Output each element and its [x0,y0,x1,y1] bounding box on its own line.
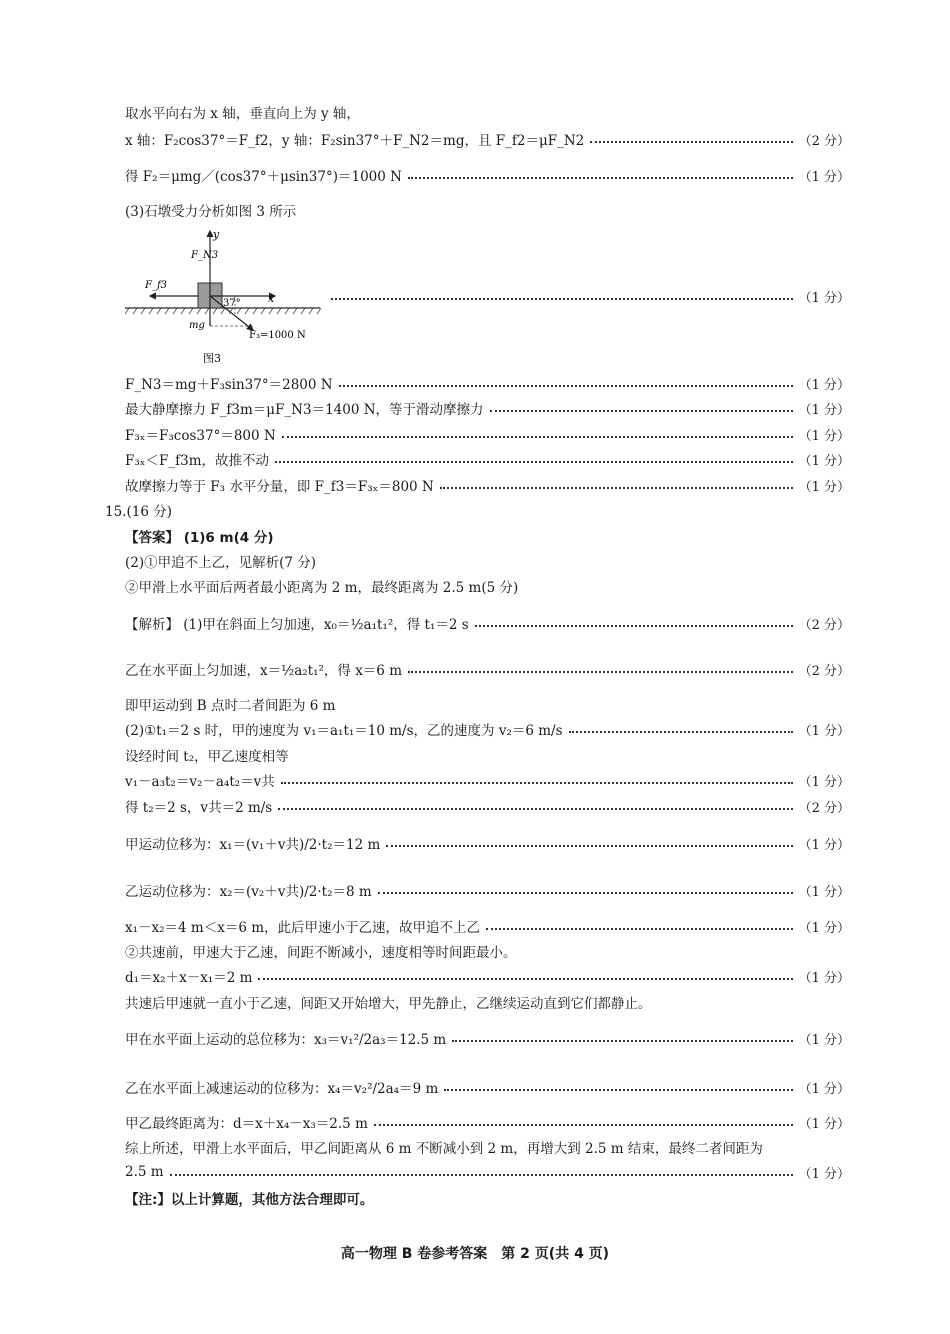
line-text: 【答案】 (1)6 m(4 分) [125,530,274,546]
friction-label: F_f3 [145,280,168,291]
line-text: 乙在水平面上减速运动的位移为：x₄＝v₂²/2a₄＝9 m [125,1081,439,1097]
score: （1 分） [798,970,850,986]
dot-leader [374,1124,793,1126]
score: （1 分） [798,1166,850,1182]
line-17 [125,717,850,741]
line-16 [125,692,850,716]
y-axis-label: y [213,228,220,241]
line-text: ②共速前，甲速大于乙速，间距不断减小，速度相等时间距最小。 [125,945,517,961]
line-18 [125,743,850,767]
dot-leader [452,1040,792,1042]
line-text: ②甲滑上水平面后两者最小距离为 2 m，最终距离为 2.5 m(5 分) [125,580,519,596]
score: （1 分） [798,1116,850,1132]
score: （1 分） [798,479,850,495]
dot-leader [331,298,793,300]
score: （1 分） [798,723,850,739]
line-21 [125,831,850,855]
line-text: 甲在水平面上运动的总位移为：x₃＝v₁²/2a₃＝12.5 m [125,1032,447,1048]
normal-force-label: F_N3 [191,250,219,261]
line-text: 得 F₂＝μmg／(cos37°＋μsin37°)＝1000 N [125,169,402,185]
line-text: 2.5 m [125,1164,164,1180]
score: （2 分） [798,663,850,679]
line-text: F₃ₓ＜F_f3m，故推不动 [125,453,270,469]
score: （1 分） [798,774,850,790]
line-6 [125,371,850,395]
score: （1 分） [798,920,850,936]
line-4 [125,198,850,222]
line-29 [125,1110,850,1134]
score: （1 分） [798,428,850,444]
page-footer: 高一物理 B 卷参考答案 第 2 页(共 4 页) [340,1246,610,1262]
dot-leader [278,808,792,810]
dot-leader [569,731,793,733]
score: （2 分） [798,133,850,149]
dot-leader [170,1174,793,1176]
line-28 [125,1075,850,1099]
line-text: 综上所述，甲滑上水平面后，甲乙间距离从 6 m 不断减小到 2 m，再增大到 2.5 m 结束，最终二者间距为 [125,1141,763,1157]
line-5 [325,284,850,308]
question-15-header [105,498,830,522]
dot-leader [282,436,793,438]
line-31 [125,1160,850,1184]
score: （2 分） [798,800,850,816]
score: （1 分） [798,884,850,900]
x-axis-label: x [268,292,275,305]
line-note [125,1186,850,1210]
line-text: d₁＝x₂＋x－x₁＝2 m [125,970,253,986]
score: （1 分） [798,1081,850,1097]
line-text: 甲乙最终距离为：d＝x＋x₄－x₃＝2.5 m [125,1116,368,1132]
line-text: 共速后甲速就一直小于乙速，间距又开始增大，甲先静止，乙继续运动直到它们都静止。 [125,996,652,1012]
score: （1 分） [798,377,850,393]
line-analysis [125,611,850,635]
dot-leader [275,461,793,463]
dot-leader [486,928,793,930]
line-text: (2)①甲追不上乙，见解析(7 分) [125,555,317,571]
line-text: 最大静摩擦力 F_f3m＝μF_N3＝1400 N，等于滑动摩擦力 [125,402,484,418]
dot-leader [281,782,793,784]
line-1 [125,100,850,124]
line-text: F_N3＝mg＋F₃sin37°＝2800 N [125,377,333,393]
line-22 [125,878,850,902]
dot-leader [386,845,792,847]
line-text: 即甲运动到 B 点时二者间距为 6 m [125,698,336,714]
line-30 [125,1135,850,1159]
line-27 [125,1026,850,1050]
dot-leader [258,978,792,980]
line-15 [125,657,850,681]
line-text: x₁－x₂＝4 m＜x＝6 m，此后甲速小于乙速，故甲追不上乙 [125,920,481,936]
line-text: v₁－a₃t₂＝v₂－a₄t₂＝v共 [125,774,275,790]
line-12 [125,549,850,573]
dot-leader [444,1089,792,1091]
line-text: 15.(16 分) [105,504,172,520]
line-10 [125,473,850,497]
dot-leader [378,892,793,894]
line-text: 乙运动位移为：x₂＝(v₂＋v共)/2·t₂＝8 m [125,884,372,900]
line-2 [125,127,850,151]
line-7 [125,396,850,420]
line-9 [125,447,850,471]
line-text: 乙在水平面上匀加速，x＝½a₂t₁²，得 x＝6 m [125,663,402,679]
line-text: 故摩擦力等于 F₃ 水平分量，即 F_f3＝F₃ₓ＝800 N [125,479,434,495]
line-text: 甲运动位移为：x₁＝(v₁＋v共)/2·t₂＝12 m [125,837,381,853]
score: （1 分） [798,169,850,185]
score: （1 分） [798,837,850,853]
line-8 [125,422,850,446]
dot-leader [408,671,793,673]
dot-leader [440,487,793,489]
f3-label: F₃=1000 N [249,330,306,341]
line-text: 取水平向右为 x 轴，垂直向上为 y 轴， [125,106,360,122]
line-24 [125,939,850,963]
dot-leader [590,141,792,143]
line-answer [125,524,850,548]
line-text: x 轴：F₂cos37°＝F_f2，y 轴：F₂sin37°＋F_N2＝mg，且 F_f2＝μF_N2 [125,133,585,149]
line-3 [125,163,850,187]
dot-leader [475,625,793,627]
score: （1 分） [798,1032,850,1048]
line-text: (3)石墩受力分析如图 3 所示 [125,204,297,220]
line-text: F₃ₓ＝F₃cos37°＝800 N [125,428,276,444]
line-23 [125,914,850,938]
mg-label: mg [189,320,205,331]
line-text: 【解析】 (1)甲在斜面上匀加速，x₀＝½a₁t₁²，得 t₁＝2 s [125,617,469,633]
line-text: 得 t₂＝2 s，v共＝2 m/s [125,800,273,816]
dot-leader [408,177,793,179]
dot-leader [490,410,793,412]
score: （1 分） [798,290,850,306]
line-text: 【注:】以上计算题，其他方法合理即可。 [125,1192,374,1208]
score: （2 分） [798,617,850,633]
figure-caption: 图3 [203,352,221,365]
line-text: 设经时间 t₂，甲乙速度相等 [125,749,289,765]
line-20 [125,794,850,818]
line-text: (2)①t₁＝2 s 时，甲的速度为 v₁＝a₁t₁＝10 m/s，乙的速度为 v₂＝6 m/s [125,723,563,739]
line-26 [125,990,850,1014]
line-25 [125,964,850,988]
angle-label: 37° [223,298,241,309]
dot-leader [339,385,793,387]
score: （1 分） [798,453,850,469]
score: （1 分） [798,402,850,418]
line-19 [125,768,850,792]
line-13 [125,574,850,598]
force-diagram-figure-3 [125,226,325,366]
